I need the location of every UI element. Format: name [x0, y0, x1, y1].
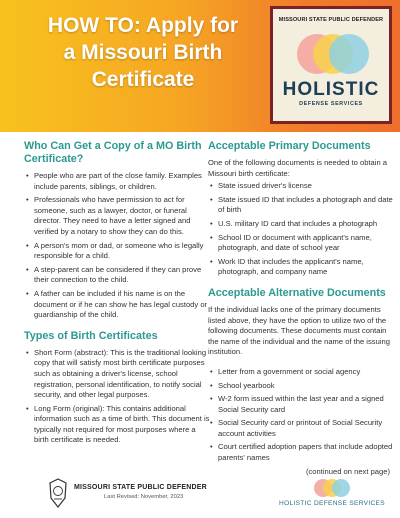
header-banner	[0, 0, 400, 132]
right-column	[208, 140, 394, 477]
list-item: • Work ID that includes the applicant's name, photograph, and company name	[218, 257, 394, 278]
left-column	[24, 140, 210, 449]
list-item: • U.S. military ID card that includes a photograph	[218, 219, 394, 230]
list-item: • A person's mom or dad, or someone who is legally responsible for a child.	[34, 241, 210, 262]
overlapping-circles-icon	[307, 478, 357, 498]
logo-sub-text: DEFENSE SERVICES	[299, 101, 363, 107]
alternative-heading: Acceptable Alternative Documents	[208, 286, 386, 299]
footer-hds-logo	[276, 478, 388, 512]
who-list	[24, 171, 210, 321]
types-heading: Types of Birth Certificates	[24, 329, 158, 342]
types-section	[24, 330, 210, 446]
list-item: • Letter from a government or social agency	[218, 367, 394, 378]
list-item: • School ID or document with applicant's name, photograph, and date of school year	[218, 233, 394, 254]
list-item: • Short Form (abstract): This is the traditional looking copy that will satisfy most birth certificate purposes such as obtaining a driver's license, school registration, personal identification, to notify social security, and other legal purposes.	[34, 348, 210, 401]
state-seal-icon	[48, 478, 68, 508]
title-line-3: Certificate	[91, 68, 195, 91]
list-item: • School yearbook	[218, 381, 394, 392]
footer-org: MISSOURI STATE PUBLIC DEFENDER	[74, 484, 207, 491]
list-item: • W-2 form issued within the last year and a signed Social Security card	[218, 394, 394, 415]
holistic-defense-logo	[270, 6, 392, 124]
list-item: • Professionals who have permission to act for someone, such as a lawyer, doctor, or funeral director. They need to have a letter signed and verified by a notary to show they can do this.	[34, 195, 210, 237]
alternative-list	[208, 367, 394, 464]
footer-hds-text: HOLISTIC DEFENSE SERVICES	[279, 500, 385, 507]
footer-date: Last Revised: November, 2023	[104, 494, 184, 500]
alternative-intro: If the individual lacks one of the primary documents listed above, they have the option to utilize two of the following documents. These documents must contain the name of the individual and the name of the issuing institution.	[208, 304, 390, 357]
list-item: • State issued ID that includes a photograph and date of birth	[218, 195, 394, 216]
list-item: • A father can be included if his name is on the document or if he can show he has legal custody or guardianship of the child.	[34, 289, 210, 321]
alternative-section	[208, 287, 394, 477]
footer-msp-logo	[48, 478, 208, 512]
list-item: • Social Security card or printout of Social Security account activities	[218, 418, 394, 439]
who-heading: Who Can Get a Copy of a MO Birth Certificate?	[24, 140, 202, 165]
list-item: • Long Form (original): This contains additional information such as a time of birth. This document is typically not required for most purposes where a birth certificate is needed.	[34, 404, 210, 446]
list-item: • People who are part of the close family. Examples include parents, siblings, or children.	[34, 171, 210, 192]
primary-heading: Acceptable Primary Documents	[208, 140, 371, 152]
list-item: • State issued driver's license	[218, 181, 394, 192]
logo-top-text: MISSOURI STATE PUBLIC DEFENDER	[278, 17, 384, 23]
primary-section	[208, 140, 394, 278]
types-list	[24, 348, 210, 446]
continued-note: (continued on next page)	[305, 466, 390, 476]
logo-main-text: HOLISTIC	[282, 79, 380, 100]
overlapping-circles-icon	[293, 31, 373, 77]
primary-list	[208, 181, 394, 278]
title-line-2: a Missouri Birth	[63, 41, 223, 64]
page-title	[28, 12, 258, 93]
list-item: • Court certified adoption papers that include adopted parents' names	[218, 442, 394, 463]
list-item: • A step-parent can be considered if they can prove their connection to the child.	[34, 265, 210, 286]
who-section	[24, 140, 210, 321]
primary-intro: One of the following documents is needed to obtain a Missouri birth certificate:	[208, 158, 387, 178]
title-line-1: HOW TO: Apply for	[47, 14, 239, 37]
